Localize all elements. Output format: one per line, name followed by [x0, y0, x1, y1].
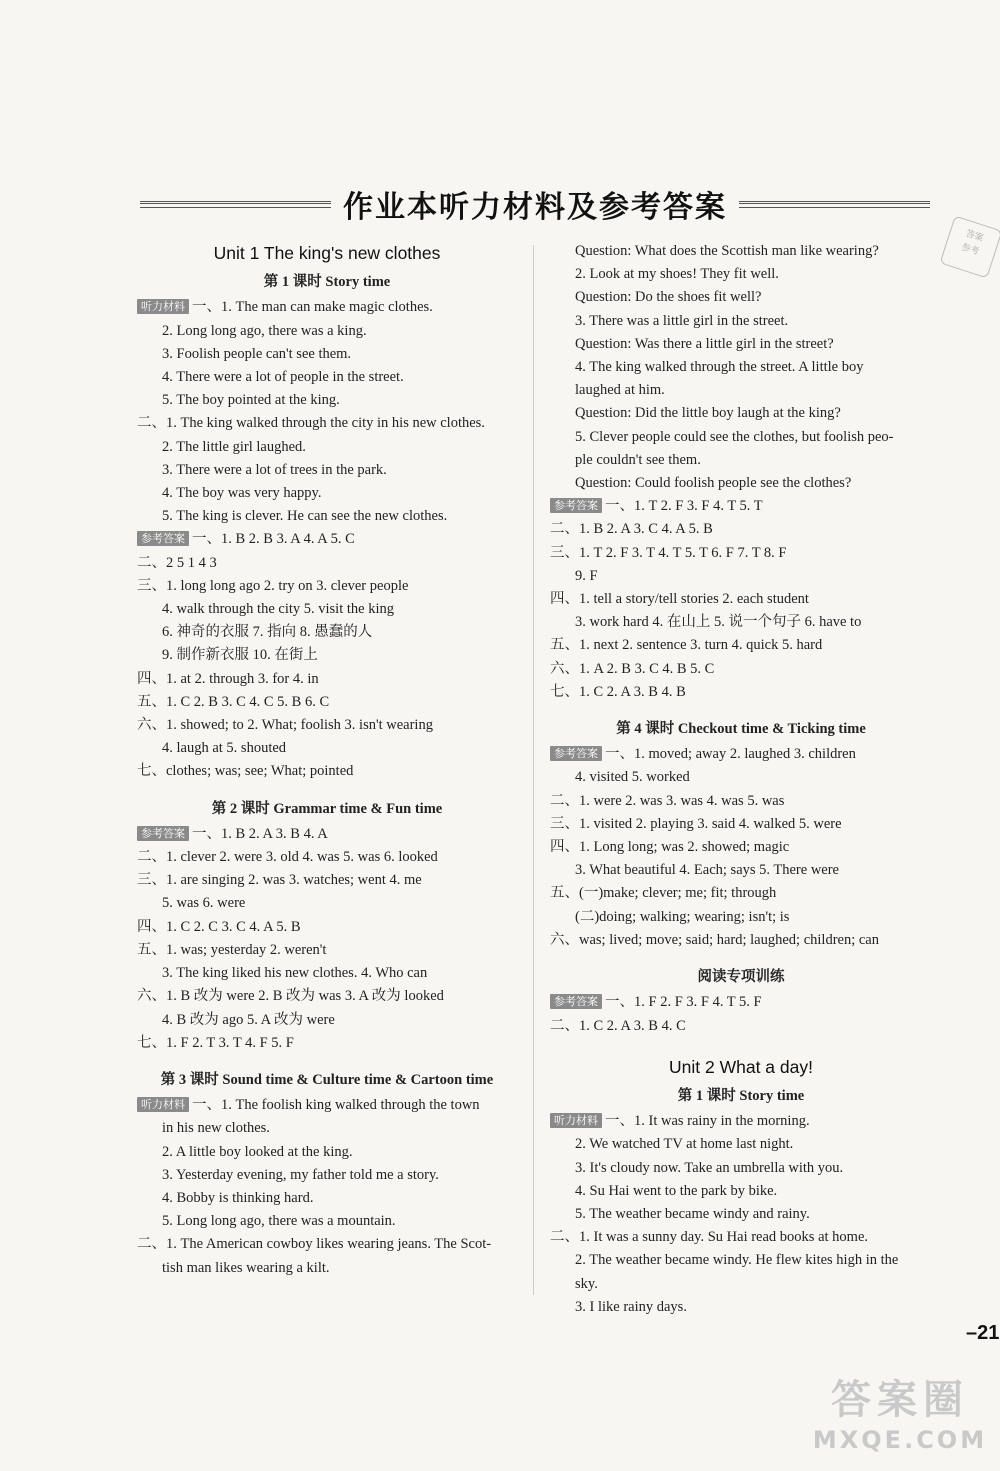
- page-number: –21: [966, 1322, 1000, 1344]
- l4-answer-line: (二)doing; walking; wearing; isn't; is: [575, 908, 790, 925]
- lesson4-title: 第 4 课时 Checkout time & Ticking time: [616, 721, 866, 738]
- l3-answer-line: 七、1. C 2. A 3. B 4. B: [550, 683, 686, 700]
- u2-listening-line: 5. The weather became windy and rainy.: [575, 1205, 810, 1222]
- l3-listening-line: 5. Clever people could see the clothes, but foolish peo-: [575, 428, 894, 445]
- l4-answer-line: 三、1. visited 2. playing 3. said 4. walked 5. were: [550, 815, 842, 832]
- l3-answer-line: 三、1. T 2. F 3. T 4. T 5. T 6. F 7. T 8. F: [550, 544, 787, 561]
- l1-answer-line: 四、1. at 2. through 3. for 4. in: [137, 670, 319, 687]
- l4-answer-line: 4. visited 5. worked: [575, 769, 690, 786]
- l4-answer-line: 五、(一)make; clever; me; fit; through: [550, 885, 777, 902]
- u2-listening-line: 3. It's cloudy now. Take an umbrella with you.: [575, 1159, 844, 1176]
- l2-answer-line: 参考答案 一、1. B 2. A 3. B 4. A: [137, 823, 517, 846]
- l1-answer-line: 4. walk through the city 5. visit the king: [162, 601, 394, 618]
- l3-listening-line: ple couldn't see them.: [575, 451, 701, 468]
- l1-listening-line: 3. There were a lot of trees in the park.: [162, 461, 387, 478]
- l1-answer-line: 6. 神奇的衣服 7. 指向 8. 愚蠢的人: [162, 624, 373, 641]
- l3-listening-line: Question: Do the shoes fit well?: [575, 289, 762, 306]
- reading-answer-line: 参考答案 一、1. F 2. F 3. F 4. T 5. F: [550, 991, 932, 1014]
- page-header: [140, 178, 930, 230]
- l3-listening-line: 2. Look at my shoes! They fit well.: [575, 266, 779, 283]
- u2-listening-line: 听力材料 一、1. It was rainy in the morning.: [550, 1110, 932, 1133]
- l1-listening-line: 5. The king is clever. He can see the new clothes.: [162, 508, 448, 525]
- lesson3-title: 第 3 课时 Sound time & Culture time & Cartoon time: [160, 1071, 494, 1088]
- l2-answer-line: 四、1. C 2. C 3. C 4. A 5. B: [137, 918, 301, 935]
- l3-listening-line: 5. Long long ago, there was a mountain.: [162, 1213, 396, 1230]
- l2-answer-line: 3. The king liked his new clothes. 4. Who can: [162, 965, 428, 982]
- left-column: [137, 240, 517, 1280]
- u2-listening-line: 3. I like rainy days.: [575, 1298, 687, 1315]
- l2-answer-line: 六、1. B 改为 were 2. B 改为 was 3. A 改为 looked: [137, 988, 444, 1005]
- header-rule-left: [140, 201, 331, 208]
- l3-listening-line: 3. Yesterday evening, my father told me a story.: [162, 1166, 439, 1183]
- l2-answer-line: 5. was 6. were: [162, 895, 246, 912]
- l3-listening-line: Question: What does the Scottish man like wearing?: [575, 243, 879, 259]
- u2-listening-line: 2. We watched TV at home last night.: [575, 1136, 794, 1153]
- l3-listening-line: 二、1. The American cowboy likes wearing jeans. The Scot-: [137, 1236, 492, 1253]
- l3-answer-line: 3. work hard 4. 在山上 5. 说一个句子 6. have to: [575, 614, 862, 631]
- l4-answer-line: 二、1. were 2. was 3. was 4. was 5. was: [550, 792, 785, 809]
- header-rule-right: [739, 201, 930, 208]
- l3-listening-line: in his new clothes.: [162, 1120, 270, 1137]
- answers-tag: 参考答案: [550, 498, 602, 513]
- l3-answer-line: 四、1. tell a story/tell stories 2. each student: [550, 591, 809, 608]
- l1-listening-line: 2. Long long ago, there was a king.: [162, 322, 367, 339]
- unit1-title: Unit 1 The king's new clothes: [213, 243, 441, 263]
- l3-listening-line: 听力材料 一、1. The foolish king walked through the town: [137, 1094, 517, 1117]
- l3-listening-line: Question: Did the little boy laugh at the king?: [575, 405, 841, 422]
- l1-answer-line: 三、1. long long ago 2. try on 3. clever people: [137, 577, 409, 594]
- l1-answer-line: 六、1. showed; to 2. What; foolish 3. isn't wearing: [137, 717, 433, 734]
- reading-title: 阅读专项训练: [697, 969, 785, 986]
- l3-listening-line: 4. Bobby is thinking hard.: [162, 1189, 314, 1206]
- l1-answer-line: 二、2 5 1 4 3: [137, 554, 217, 571]
- l2-answer-line: 三、1. are singing 2. was 3. watches; went 4. me: [137, 872, 422, 889]
- l2-answer-line: 二、1. clever 2. were 3. old 4. was 5. was 6. looked: [137, 849, 438, 866]
- l3-answer-line: 六、1. A 2. B 3. C 4. B 5. C: [550, 660, 715, 677]
- l4-answer-line: 3. What beautiful 4. Each; says 5. There were: [575, 862, 839, 879]
- u2-listening-line: 4. Su Hai went to the park by bike.: [575, 1182, 778, 1199]
- l1-answer-line: 4. laugh at 5. shouted: [162, 740, 287, 757]
- l3-listening-line: 4. The king walked through the street. A little boy: [575, 359, 864, 376]
- l3-listening-line: 2. A little boy looked at the king.: [162, 1143, 353, 1160]
- watermark-text: 答案圈: [831, 1377, 969, 1423]
- u2-listening-line: 2. The weather became windy. He flew kites high in the: [575, 1252, 899, 1269]
- page-title: 作业本听力材料及参考答案: [343, 190, 727, 225]
- l1-answer-line: 七、clothes; was; see; What; pointed: [137, 763, 354, 780]
- column-divider: [533, 245, 534, 1295]
- u2-listening-line: 二、1. It was a sunny day. Su Hai read books at home.: [550, 1229, 869, 1246]
- lesson2-title: 第 2 课时 Grammar time & Fun time: [211, 800, 443, 817]
- l3-answer-line: 二、1. B 2. A 3. C 4. A 5. B: [550, 521, 713, 538]
- l4-answer-line: 四、1. Long long; was 2. showed; magic: [550, 839, 790, 856]
- l1-listening-line: 听力材料 一、1. The man can make magic clothes.: [137, 296, 517, 319]
- l1-answer-line: 五、1. C 2. B 3. C 4. C 5. B 6. C: [137, 693, 330, 710]
- reading-answer-line: 二、1. C 2. A 3. B 4. C: [550, 1017, 686, 1034]
- l1-listening-line: 4. There were a lot of people in the street.: [162, 369, 404, 386]
- l3-listening-line: Question: Was there a little girl in the street?: [575, 335, 834, 352]
- l3-listening-line: laughed at him.: [575, 382, 665, 399]
- l3-answer-line: 五、1. next 2. sentence 3. turn 4. quick 5. hard: [550, 637, 823, 654]
- l1-listening-line: 3. Foolish people can't see them.: [162, 345, 352, 362]
- answers-tag: 参考答案: [550, 994, 602, 1009]
- unit2-title: Unit 2 What a day!: [669, 1056, 813, 1077]
- right-column: [550, 240, 932, 1319]
- answers-tag: 参考答案: [137, 531, 189, 546]
- l1-listening-line: 2. The little girl laughed.: [162, 438, 306, 455]
- l4-answer-line: 参考答案 一、1. moved; away 2. laughed 3. children: [550, 743, 932, 766]
- l3-listening-line: 3. There was a little girl in the street.: [575, 312, 789, 329]
- l1-listening-line: 5. The boy pointed at the king.: [162, 392, 340, 409]
- l3-answer-line: 9. F: [575, 567, 598, 584]
- l3-listening-line: tish man likes wearing a kilt.: [162, 1259, 330, 1276]
- l1-listening-line: 二、1. The king walked through the city in his new clothes.: [137, 415, 485, 432]
- l2-answer-line: 五、1. was; yesterday 2. weren't: [137, 941, 327, 958]
- listening-tag: 听力材料: [550, 1113, 602, 1128]
- l1-listening-line: 4. The boy was very happy.: [162, 485, 322, 502]
- l1-answer-line: 参考答案 一、1. B 2. B 3. A 4. A 5. C: [137, 528, 517, 551]
- l4-answer-line: 六、was; lived; move; said; hard; laughed; children; can: [550, 931, 879, 948]
- listening-tag: 听力材料: [137, 1097, 189, 1112]
- u2-lesson1-title: 第 1 课时 Story time: [677, 1087, 805, 1104]
- lesson1-title: 第 1 课时 Story time: [263, 274, 391, 291]
- l3-answer-line: 参考答案 一、1. T 2. F 3. F 4. T 5. T: [550, 495, 932, 518]
- u2-listening-line: sky.: [575, 1275, 598, 1292]
- l2-answer-line: 4. B 改为 ago 5. A 改为 were: [162, 1011, 335, 1028]
- l3-listening-line: Question: Could foolish people see the clothes?: [575, 475, 852, 492]
- answers-tag: 参考答案: [137, 826, 189, 841]
- l1-answer-line: 9. 制作新衣服 10. 在街上: [162, 647, 318, 664]
- answers-tag: 参考答案: [550, 746, 602, 761]
- watermark-logo: [805, 1375, 995, 1465]
- l2-answer-line: 七、1. F 2. T 3. T 4. F 5. F: [137, 1034, 294, 1051]
- listening-tag: 听力材料: [137, 299, 189, 314]
- corner-stamp: 答案 参考: [939, 215, 1000, 278]
- watermark-url: MXQE.COM: [812, 1426, 988, 1454]
